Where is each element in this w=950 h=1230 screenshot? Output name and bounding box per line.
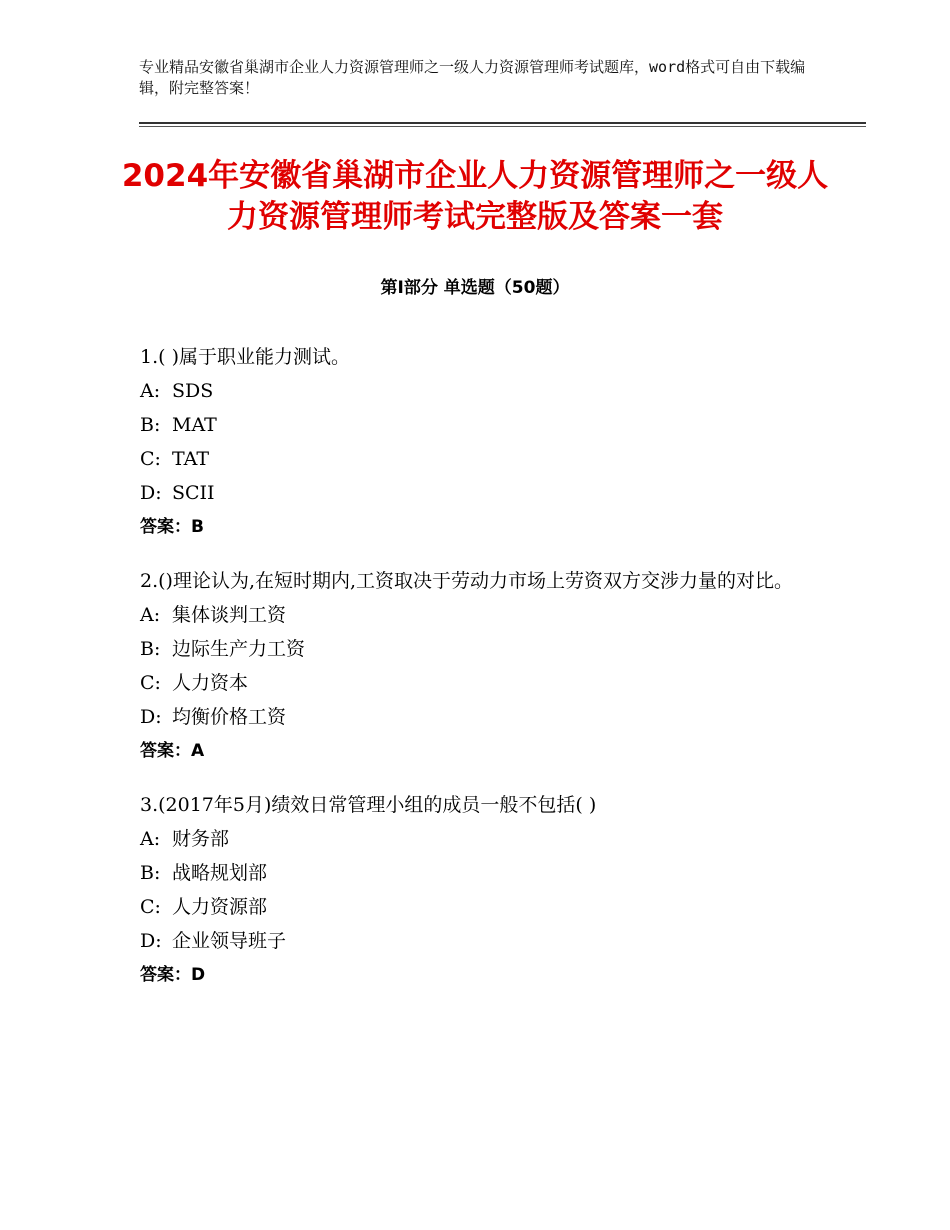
- option-text: 人力资本: [172, 672, 249, 694]
- option-text: 集体谈判工资: [172, 604, 287, 626]
- document-title: 2024年安徽省巢湖市企业人力资源管理师之一级人力资源管理师考试完整版及答案一套: [121, 158, 829, 235]
- option-a: [140, 598, 820, 632]
- option-text: SCII: [172, 482, 215, 504]
- question-1: [140, 340, 820, 544]
- option-text: TAT: [172, 448, 209, 470]
- option-text: 均衡价格工资: [172, 706, 287, 728]
- option-letter: A:: [140, 604, 161, 626]
- question-text: 2.()理论认为,在短时期内,工资取决于劳动力市场上劳资双方交涉力量的对比。: [140, 570, 794, 592]
- option-letter: C:: [140, 672, 161, 694]
- option-text: SDS: [172, 380, 214, 402]
- option-letter: B:: [140, 862, 161, 884]
- question-3: [140, 788, 820, 992]
- option-d: [140, 924, 820, 958]
- question-text: 1.( )属于职业能力测试。: [140, 346, 350, 368]
- option-letter: D:: [140, 482, 162, 504]
- header-rule-thin: [139, 126, 866, 127]
- option-b: [140, 856, 820, 890]
- answer-label: 答案：B: [140, 517, 204, 537]
- option-text: MAT: [172, 414, 217, 436]
- option-letter: D:: [140, 930, 162, 952]
- answer-label: 答案：A: [140, 741, 205, 761]
- option-letter: B:: [140, 414, 161, 436]
- option-text: 边际生产力工资: [172, 638, 306, 660]
- option-letter: A:: [140, 380, 161, 402]
- option-letter: D:: [140, 706, 162, 728]
- header-rule-thick: [139, 122, 866, 124]
- header-note: 专业精品安徽省巢湖市企业人力资源管理师之一级人力资源管理师考试题库，word格式可自由下载编辑，附完整答案！: [139, 58, 806, 97]
- option-letter: C:: [140, 896, 161, 918]
- question-text: 3.(2017年5月)绩效日常管理小组的成员一般不包括( ): [140, 794, 597, 816]
- option-text: 人力资源部: [172, 896, 268, 918]
- option-a: [140, 374, 820, 408]
- question-list: [140, 340, 820, 1012]
- section-title: 第Ⅰ部分 单选题（50题）: [380, 278, 570, 298]
- option-c: [140, 666, 820, 700]
- option-text: 财务部: [172, 828, 230, 850]
- option-letter: C:: [140, 448, 161, 470]
- option-b: [140, 408, 820, 442]
- option-text: 战略规划部: [172, 862, 268, 884]
- answer-label: 答案：D: [140, 965, 206, 985]
- option-d: [140, 476, 820, 510]
- option-letter: A:: [140, 828, 161, 850]
- option-c: [140, 442, 820, 476]
- option-text: 企业领导班子: [172, 930, 287, 952]
- option-c: [140, 890, 820, 924]
- question-2: [140, 564, 820, 768]
- option-letter: B:: [140, 638, 161, 660]
- option-a: [140, 822, 820, 856]
- option-b: [140, 632, 820, 666]
- option-d: [140, 700, 820, 734]
